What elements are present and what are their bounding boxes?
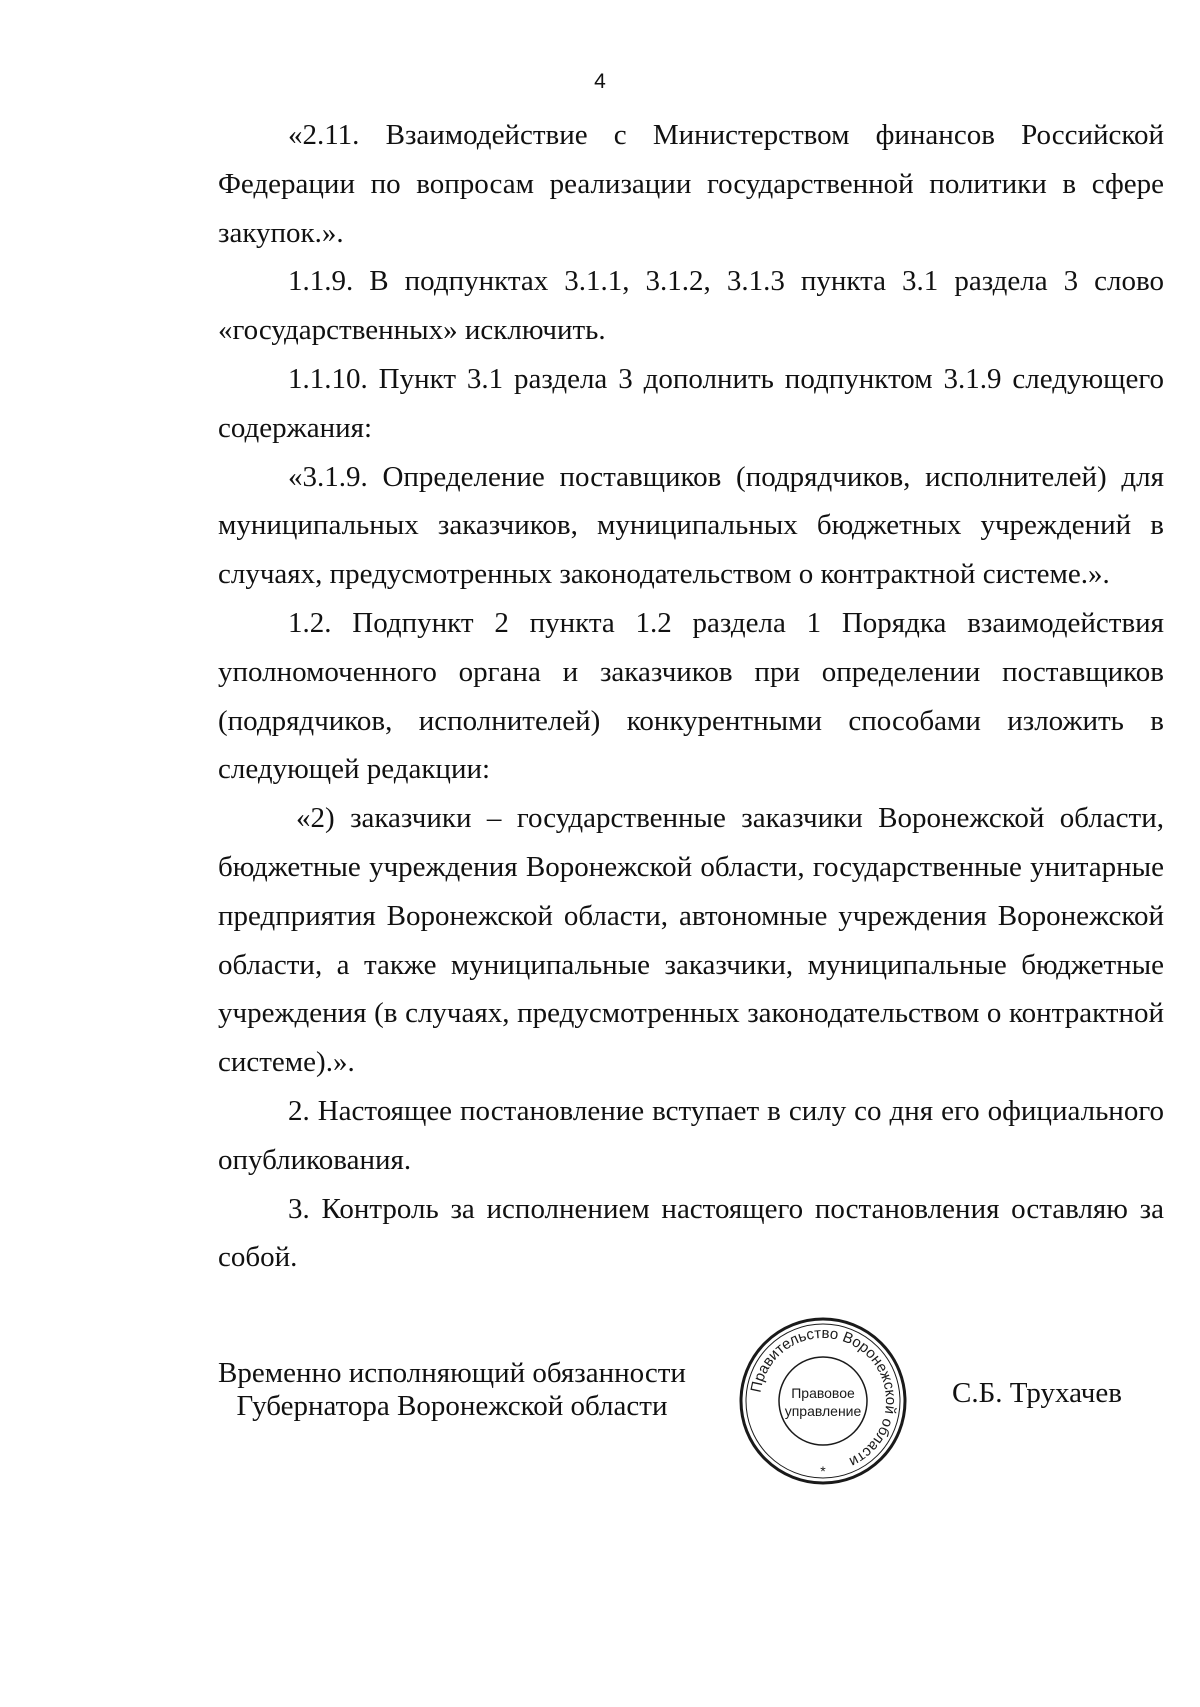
- official-seal: [737, 1315, 909, 1487]
- paragraph-2-11: «2.11. Взаимодействие с Министерством финансов Российской Федерации по вопросам реализации государственной политики в сфере закупок.».: [218, 119, 1164, 249]
- seal-inner-ring: [779, 1357, 867, 1445]
- seal-inner-text-line1: Правовое: [791, 1385, 855, 1401]
- page-number: 4: [594, 70, 606, 93]
- paragraph-1-1-10: 1.1.10. Пункт 3.1 раздела 3 дополнить подпунктом 3.1.9 следующего содержания:: [218, 362, 1164, 444]
- signatory-position-line1: Временно исполняющий обязанности: [218, 1357, 686, 1389]
- paragraph-subitem-2: «2) заказчики – государственные заказчики Воронежской области, бюджетные учреждения Воронежской области, государственные унитарные предприятия Воронежской области, автономные учреждения Воронежской области, а также муниципальные заказчики, муниципальные бюджетные учреждения (в случаях, предусмотренных законодательством о контрактной системе).».: [218, 802, 1164, 1079]
- document-body: [218, 111, 1164, 1282]
- signatory-position: [218, 1357, 686, 1423]
- paragraph-1-1-9: 1.1.9. В подпунктах 3.1.1, 3.1.2, 3.1.3 пункта 3.1 раздела 3 слово «государственных» исключить.: [218, 265, 1164, 347]
- seal-star-icon: *: [820, 1463, 826, 1479]
- signatory-position-line2: Губернатора Воронежской области: [236, 1390, 668, 1422]
- seal-middle-ring: [746, 1324, 900, 1478]
- paragraph-2: 2. Настоящее постановление вступает в силу со дня его официального опубликования.: [218, 1094, 1164, 1176]
- paragraph-3-1-9: «3.1.9. Определение поставщиков (подрядчиков, исполнителей) для муниципальных заказчиков, муниципальных бюджетных учреждений в случаях, предусмотренных законодательством о контрактной системе.».: [218, 460, 1164, 591]
- seal-outer-text: Правительство Воронежской области: [747, 1324, 900, 1471]
- paragraph-3: 3. Контроль за исполнением настоящего постановления оставляю за собой.: [218, 1192, 1164, 1274]
- paragraph-1-2: 1.2. Подпункт 2 пункта 1.2 раздела 1 Порядка взаимодействия уполномоченного органа и заказчиков при определении поставщиков (подрядчиков, исполнителей) конкурентными способами изложить в следующей редакции:: [218, 606, 1164, 786]
- seal-outer-ring: [741, 1319, 905, 1483]
- signatory-name: С.Б. Трухачев: [952, 1377, 1122, 1409]
- seal-inner-text-line2: управление: [784, 1403, 862, 1419]
- seal-graphic: [737, 1315, 909, 1487]
